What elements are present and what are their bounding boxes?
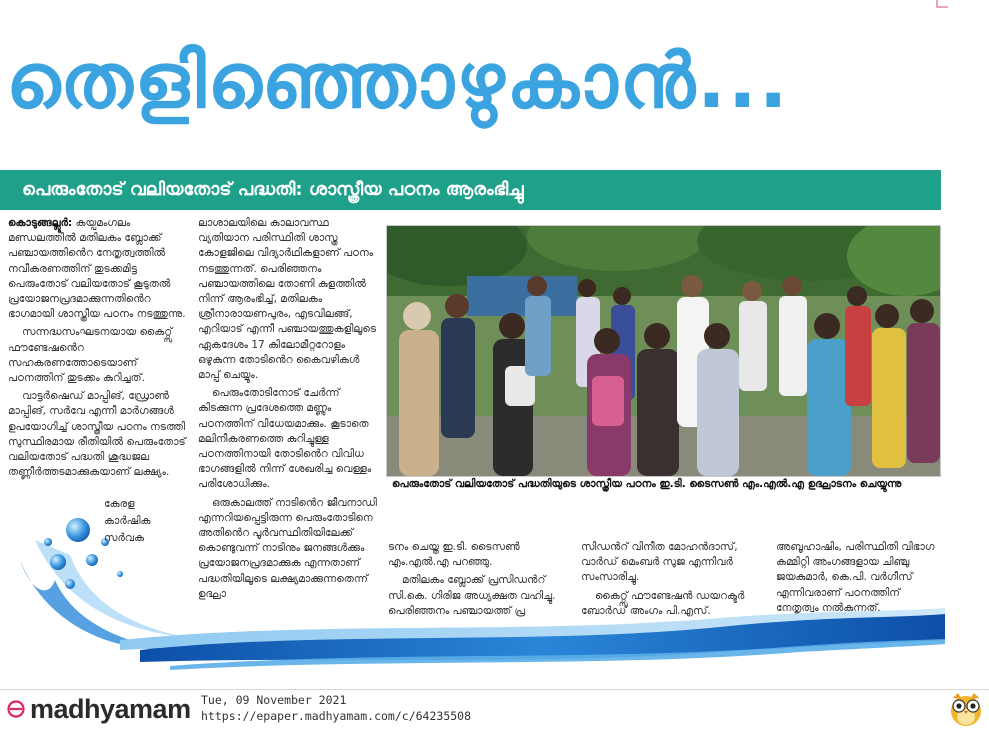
headline: തെളിഞ്ഞൊഴുകാൻ...: [6, 36, 790, 125]
article-column-1: [8, 216, 186, 483]
photo-caption: പെരുംതോട് വലിയതോട് പദ്ധതിയുടെ ശാസ്ത്രീയ പഠനം ഇ.ടി. ടൈസൺ എം.എൽ.എ ഉദ്ഘാടനം ചെയ്യുന്നു: [392, 478, 902, 490]
paragraph-2: സന്നദ്ധസംഘടനയായ കൈറ്റ്സ് ഫൗണ്ടേഷൻെറ സഹകരണത്തോടെയാണ് പഠനത്തിന് തുടക്കം കുറിച്ചത്.: [8, 326, 173, 385]
dateline: കൊടുങ്ങല്ലൂർ:: [8, 217, 73, 229]
paragraph-11: അബൂഹാഷിം, പരിസ്ഥിതി വിഭാഗ കമ്മിറ്റി അംഗങ്ങളായ ചിഞ്ചു ജയകുമാർ, കെ.പി. വർഗീസ് എന്നിവരാണ് പഠനത്തിന് നേതൃത്വം നൽകുന്നത്.: [776, 541, 935, 614]
subheadline-text: പെരുംതോട് വലിയതോട് പദ്ധതി: ശാസ്ത്രീയ പഠനം ആരംഭിച്ചു: [22, 179, 524, 200]
paragraph-8: മതിലകം ബ്ലോക്ക് പ്രസിഡൻറ് സി.കെ. ഗിരിജ അധ്യക്ഷത വഹിച്ചു. പെരിഞ്ഞനം പഞ്ചായത്ത് പ്ര: [388, 574, 556, 617]
paragraph-3: വാട്ടർഷെഡ് മാപ്പിങ്, ഡ്രോൺ മാപ്പിങ്, സർവേ എന്നീ മാർഗങ്ങൾ ഉപയോഗിച്ച് ശാസ്ത്രീയ പഠനം നടത്തി സുസ്ഥിരമായ രീതിയിൽ പെരുംതോട് വലിയതോട് പദ്ധതി ശുദ്ധജല തണ്ണീർത്തടമാക്കുകയാണ് ലക്ഷ്യം.: [8, 390, 186, 479]
photo-illustration: [387, 226, 940, 476]
paragraph-10: കൈറ്റ്സ് ഫൗണ്ടേഷൻ ഡയറക്ടർ ബോർഡ് അംഗം പി.എസ്.: [581, 589, 745, 617]
subheadline-banner: [0, 170, 941, 210]
news-photo: [386, 225, 941, 477]
paragraph-7: ടനം ചെയ്ത ഇ.ടി. ടൈസൺ എം.എൽ.എ പറഞ്ഞു.: [388, 541, 520, 569]
paragraph-1-text: കയ്പമംഗലം മണ്ഡലത്തിൽ മതിലകം ബ്ലോക്ക് പഞ്ചായത്തിൻെറ നേതൃത്വത്തിൽ നവീകരണത്തിന് തുടക്കമിട്ട പെരുംതോട് വലിയതോട് കൂടുതൽ പ്രയോജനപ്രദമാക്കുന്നതിൻെറ ഭാഗമായി ശാസ്ത്രീയ പഠനം നടത്തുന്നു.: [8, 217, 186, 321]
footer-divider: [0, 689, 989, 690]
article-column-2: [198, 216, 378, 605]
paragraph-6: ഒരുകാലത്ത് നാടിൻെറ ജീവനാഡി എന്നറിയപ്പെട്ടിരുന്ന പെരുംതോടിനെ അതിൻെറ പൂർവസ്ഥിതിയിലേക്ക് കൊണ്ടുവന്ന് നാടിനും ജനങ്ങൾക്കും പ്രയോജനപ്രദമാക്കുക എന്നതാണ് പദ്ധതിയിലൂടെ ലക്ഷ്യമാക്കുന്നതെന്ന് ഉദ്ഘാ: [198, 496, 377, 600]
kerala-letters: കേരള കാർഷിക സർവക: [104, 498, 151, 544]
paragraph-1: [8, 216, 186, 322]
paragraph-4: ലാശാലയിലെ കാലാവസ്ഥ വ്യതിയാന പരിസ്ഥിതി ശാസ്ത്ര കോളജിലെ വിദ്യാർഥികളാണ് പഠനം നടത്തുന്നത്. പെരിഞ്ഞനം പഞ്ചായത്തിലെ തോണി കുളത്തിൽ നിന്ന് ആരംഭിച്ച്, മതിലകം ശ്രീനാരായണപുരം, എടവിലങ്ങ്, എറിയാട് എന്നീ പഞ്ചായത്തുകളിലൂടെ ഏകദേശം 17 കിലോമീറ്ററോളം ഒഴുകുന്ന തോടിൻെറ കൈവഴികൾ മാപ്പ് ചെയ്യും.: [198, 217, 377, 382]
madhyamam-logo-icon[interactable]: [7, 700, 25, 718]
article-column-4: [581, 540, 761, 622]
article-column-5: [776, 540, 941, 619]
madhyamam-logo-text[interactable]: madhyamam: [30, 694, 191, 724]
article-column-3: [388, 540, 568, 622]
footer-date: Tue, 09 November 2021: [201, 693, 347, 707]
owl-icon[interactable]: [948, 690, 984, 728]
paragraph-9: സിഡൻറ് വിനീത മോഹൻദാസ്, വാർഡ് മെംബർ സുജ എന്നിവർ സംസാരിച്ചു.: [581, 541, 738, 584]
footer-url[interactable]: https://epaper.madhyamam.com/c/64235508: [201, 709, 472, 723]
paragraph-5: പെരുംതോടിനോട് ചേർന്ന് കിടക്കുന്ന പ്രദേശത്തെ മണ്ണും പഠനത്തിന് വിധേയമാക്കും. കൂടാതെ മലിനീകരണത്തെ കുറിച്ചുള്ള പഠനത്തിനായി തോടിൻെറ വിവിധ ഭാഗങ്ങളിൽ നിന്ന് ശേഖരിച്ച വെള്ളം പരിശോധിക്കും.: [198, 387, 372, 491]
corner-mark: [936, 0, 948, 8]
